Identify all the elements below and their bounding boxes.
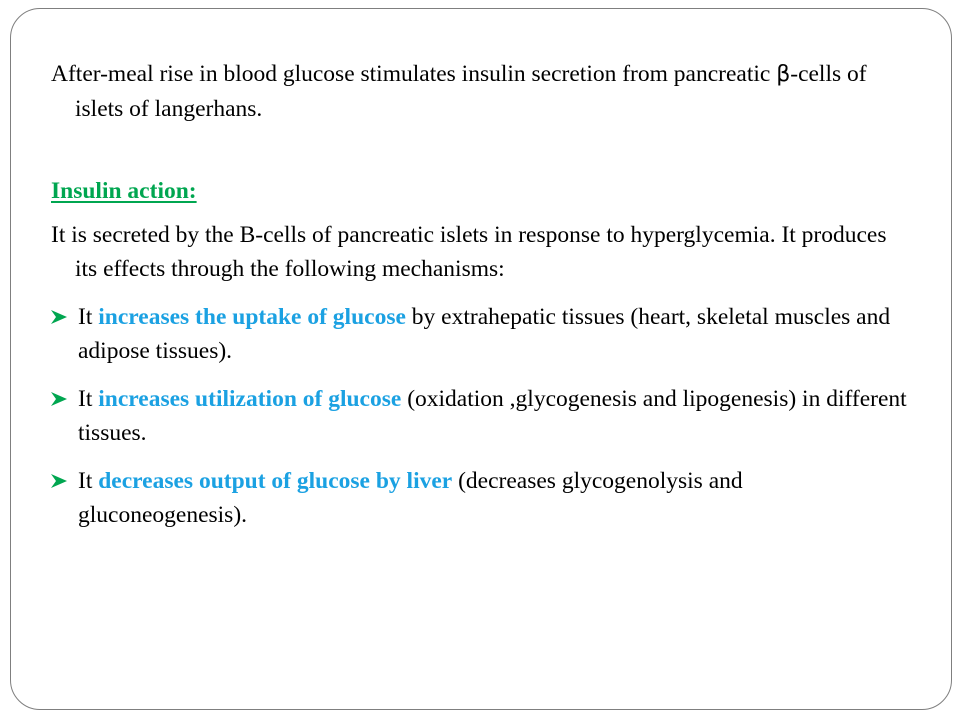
intro-paragraph	[51, 57, 911, 126]
bullet-highlight: decreases output of glucose by liver	[98, 468, 453, 494]
beta-symbol: β	[776, 62, 791, 87]
arrow-bullet-icon	[51, 474, 67, 488]
bullet-lead: It	[78, 304, 99, 330]
arrow-bullet-icon	[51, 310, 67, 324]
bullet-rest: (oxidation ,glycogenesis and lipogenesis) in different tissues.	[78, 386, 907, 446]
mechanism-list	[51, 300, 911, 532]
bullet-rest: (decreases glycogenolysis and gluconeogenesis).	[78, 468, 743, 528]
bullet-rest: by extrahepatic tissues (heart, skeletal muscles and adipose tissues).	[78, 304, 891, 364]
bullet-item-utilization	[51, 382, 911, 450]
bullet-lead: It	[78, 468, 99, 494]
description-paragraph: It is secreted by the B-cells of pancreatic islets in response to hyperglycemia. It produces its effects through the following mechanisms:	[51, 222, 887, 282]
bullet-item-liver-output	[51, 464, 911, 532]
bullet-highlight: increases utilization of glucose	[98, 386, 402, 412]
arrow-bullet-icon	[51, 392, 67, 406]
bullet-item-uptake	[51, 300, 911, 368]
intro-text-end: -cells of islets of langerhans.	[75, 61, 867, 122]
bullet-lead: It	[78, 386, 99, 412]
section-heading: Insulin action:	[51, 178, 197, 204]
bullet-highlight: increases the uptake of glucose	[98, 304, 406, 330]
slide-content	[51, 57, 911, 532]
intro-text-start: After-meal rise in blood glucose stimulates insulin secretion from pancreatic	[51, 61, 777, 87]
